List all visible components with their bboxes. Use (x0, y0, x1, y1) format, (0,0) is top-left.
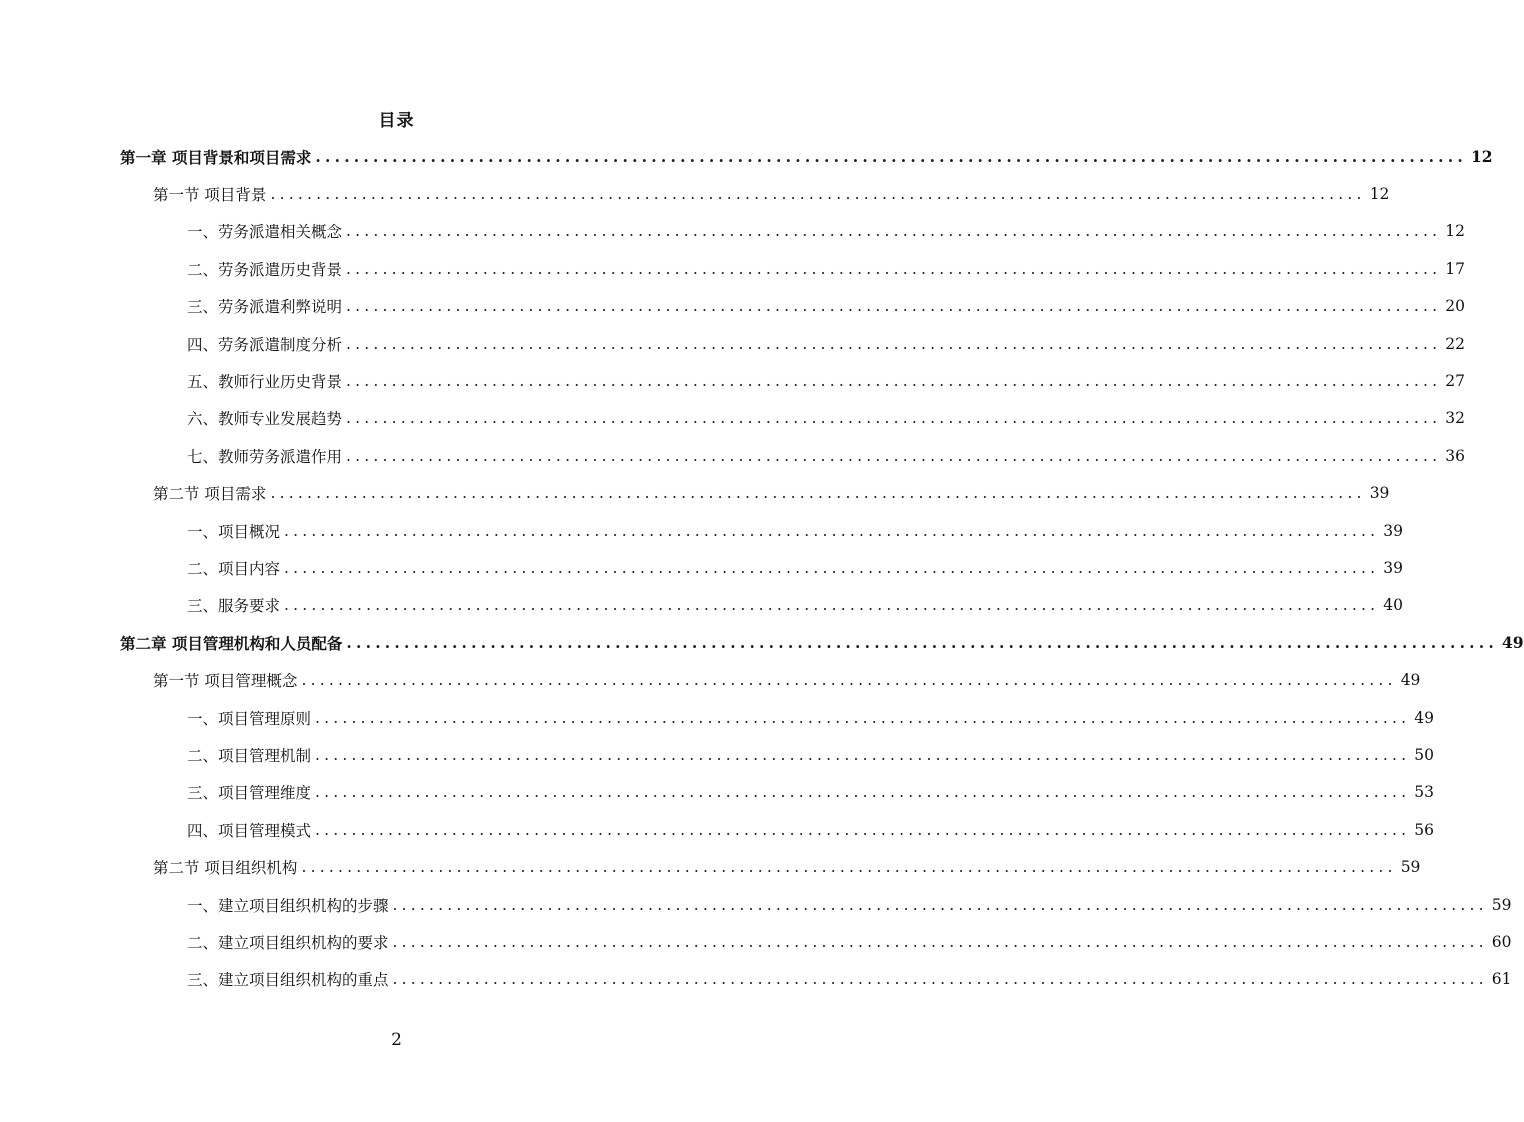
toc-entry-page: 50 (1414, 745, 1434, 764)
toc-entry-page: 20 (1445, 297, 1465, 316)
toc-entry-level-3[interactable] (187, 400, 1465, 437)
toc-entry-page: 49 (1400, 671, 1421, 690)
toc-entry-level-3[interactable] (187, 774, 1434, 811)
toc-dot-leader: ........................................................................................................................ (346, 633, 1498, 653)
toc-entry-level-2[interactable] (153, 662, 1421, 699)
toc-entry-page: 49 (1501, 633, 1524, 653)
toc-dot-leader: ........................................................................................................................ (346, 259, 1442, 278)
toc-entry-label: 六、教师专业发展趋势 (187, 410, 343, 429)
toc-dot-leader: ........................................................................................................................ (392, 932, 1488, 951)
toc-entry-label: 二、劳务派遣历史背景 (187, 260, 343, 279)
toc-entry-page: 39 (1383, 558, 1403, 577)
toc-entry-label: 一、项目管理原则 (187, 709, 312, 728)
toc-entry-level-1[interactable] (120, 624, 1524, 661)
toc-entry-page: 32 (1445, 409, 1465, 428)
toc-entry-label: 三、服务要求 (187, 597, 281, 616)
toc-dot-leader: ........................................................................................................................ (284, 558, 1380, 577)
toc-entry-level-2[interactable] (153, 475, 1390, 512)
toc-dot-leader: ........................................................................................................................ (346, 222, 1442, 241)
toc-entry-page: 59 (1491, 895, 1512, 914)
toc-entry-label: 第二章 项目管理机构和人员配备 (120, 633, 343, 653)
toc-dot-leader: ........................................................................................................................ (284, 596, 1380, 615)
toc-dot-leader: ........................................................................................................................ (315, 745, 1411, 764)
toc-entry-page: 61 (1491, 970, 1512, 989)
toc-entry-level-3[interactable] (187, 288, 1465, 325)
toc-entry-page: 17 (1445, 259, 1465, 278)
toc-dot-leader: ........................................................................................................................ (301, 671, 1397, 690)
toc-entry-page: 22 (1445, 334, 1465, 353)
toc-entry-label: 七、教师劳务派遣作用 (187, 447, 343, 466)
toc-dot-leader: ........................................................................................................................ (346, 446, 1442, 465)
toc-entry-level-3[interactable] (187, 699, 1434, 736)
toc-entry-level-3[interactable] (187, 437, 1465, 474)
toc-entry-level-3[interactable] (187, 250, 1465, 287)
toc-dot-leader: ........................................................................................................................ (301, 858, 1397, 877)
toc-dot-leader: ........................................................................................................................ (315, 147, 1467, 166)
toc-entry-page: 59 (1400, 858, 1421, 877)
toc-entry-page: 27 (1445, 371, 1465, 390)
toc-entry-page: 56 (1414, 820, 1434, 839)
toc-entry-level-3[interactable] (187, 213, 1465, 250)
toc-entry-level-3[interactable] (187, 923, 1512, 960)
toc-entry-label: 一、建立项目组织机构的步骤 (187, 896, 389, 915)
toc-entry-page: 12 (1369, 184, 1390, 203)
toc-entry-label: 四、项目管理模式 (187, 821, 312, 840)
toc-entry-level-3[interactable] (187, 587, 1403, 624)
toc-entry-page: 39 (1369, 484, 1390, 503)
toc-entry-level-3[interactable] (187, 362, 1465, 399)
toc-entry-label: 三、项目管理维度 (187, 784, 312, 803)
toc-entry-page: 60 (1491, 932, 1512, 951)
toc-entry-label: 三、劳务派遣利弊说明 (187, 298, 343, 317)
toc-entry-page: 12 (1470, 147, 1493, 166)
toc-dot-leader: ........................................................................................................................ (270, 484, 1366, 503)
toc-entry-page: 39 (1383, 521, 1403, 540)
toc-entry-label: 一、劳务派遣相关概念 (187, 223, 343, 242)
toc-entry-level-1[interactable] (120, 138, 1493, 175)
toc-entry-label: 一、项目概况 (187, 522, 281, 541)
toc-entry-page: 53 (1414, 783, 1434, 802)
toc-entry-level-2[interactable] (153, 175, 1390, 212)
toc-title: 目录 (378, 111, 415, 131)
toc-dot-leader: ........................................................................................................................ (315, 783, 1411, 802)
toc-entry-label: 四、劳务派遣制度分析 (187, 335, 343, 354)
toc-dot-leader: ........................................................................................................................ (392, 895, 1488, 914)
toc-entry-page: 49 (1414, 708, 1434, 727)
toc-entry-label: 三、建立项目组织机构的重点 (187, 971, 389, 990)
toc-dot-leader: ........................................................................................................................ (315, 820, 1411, 839)
toc-dot-leader: ........................................................................................................................ (315, 708, 1411, 727)
toc-entry-page: 36 (1445, 446, 1465, 465)
toc-entry-level-3[interactable] (187, 811, 1434, 848)
toc-dot-leader: ........................................................................................................................ (392, 970, 1488, 989)
toc-entry-label: 第一节 项目背景 (153, 185, 267, 204)
toc-entry-label: 二、项目管理机制 (187, 746, 312, 765)
toc-entry-level-3[interactable] (187, 325, 1465, 362)
toc-entry-level-2[interactable] (153, 849, 1421, 886)
toc-entry-level-3[interactable] (187, 512, 1403, 549)
toc-entry-label: 第一章 项目背景和项目需求 (120, 147, 312, 167)
toc-entry-level-3[interactable] (187, 549, 1403, 586)
toc-dot-leader: ........................................................................................................................ (346, 371, 1442, 390)
toc-entry-level-3[interactable] (187, 736, 1434, 773)
toc-dot-leader: ........................................................................................................................ (270, 184, 1366, 203)
toc-dot-leader: ........................................................................................................................ (346, 297, 1442, 316)
toc-entry-label: 第二节 项目需求 (153, 485, 267, 504)
toc-entry-label: 五、教师行业历史背景 (187, 372, 343, 391)
toc-entry-label: 二、建立项目组织机构的要求 (187, 933, 389, 952)
toc-entry-page: 40 (1383, 596, 1403, 615)
toc-entry-label: 第一节 项目管理概念 (153, 672, 298, 691)
toc-entry-label: 第二节 项目组织机构 (153, 859, 298, 878)
page-number: 2 (391, 1030, 402, 1050)
toc-entry-page: 12 (1445, 222, 1465, 241)
toc-entry-level-3[interactable] (187, 961, 1512, 998)
toc-dot-leader: ........................................................................................................................ (284, 521, 1380, 540)
toc-entry-level-3[interactable] (187, 886, 1512, 923)
toc-entry-label: 二、项目内容 (187, 559, 281, 578)
toc-dot-leader: ........................................................................................................................ (346, 334, 1442, 353)
toc-dot-leader: ........................................................................................................................ (346, 409, 1442, 428)
